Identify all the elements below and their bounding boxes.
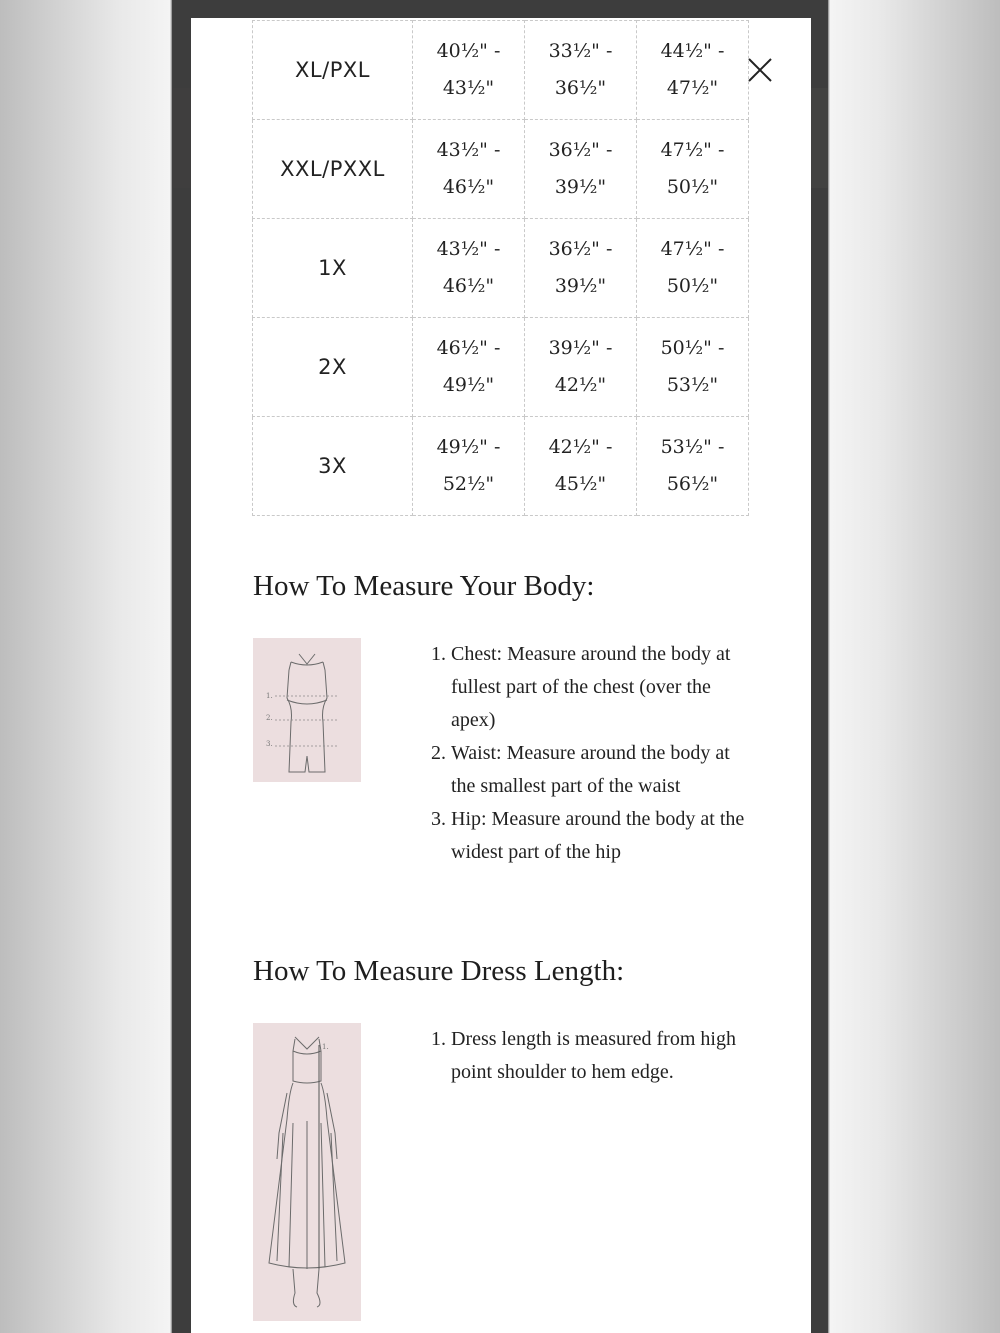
- waist-cell: 42½" - 45½": [525, 417, 637, 516]
- hip-cell: 50½" - 53½": [637, 318, 749, 417]
- table-row: [253, 417, 749, 516]
- table-row: [253, 318, 749, 417]
- size-chart-table: [252, 20, 749, 516]
- list-item: 1. Dress length is measured from high point shoulder to hem edge.: [451, 1023, 756, 1089]
- chest-cell: 46½" - 49½": [413, 318, 525, 417]
- table-row: [253, 21, 749, 120]
- diagram-label: 1.: [322, 1043, 329, 1051]
- dress-length-illustration: [253, 1023, 361, 1321]
- body-silhouette-icon: [253, 638, 361, 782]
- hip-cell: 47½" - 50½": [637, 120, 749, 219]
- waist-cell: 36½" - 39½": [525, 120, 637, 219]
- hip-cell: 47½" - 50½": [637, 219, 749, 318]
- table-row: [253, 219, 749, 318]
- measure-dress-title: How To Measure Dress Length:: [253, 955, 625, 987]
- hip-cell: 44½" - 47½": [637, 21, 749, 120]
- table-row: [253, 120, 749, 219]
- close-button[interactable]: [744, 54, 776, 86]
- waist-cell: 33½" - 36½": [525, 21, 637, 120]
- size-cell: XL/PXL: [253, 21, 413, 120]
- hip-cell: 53½" - 56½": [637, 417, 749, 516]
- size-cell: 1X: [253, 219, 413, 318]
- close-icon: [744, 54, 776, 86]
- list-item: 2. Waist: Measure around the body at the smallest part of the waist: [451, 737, 756, 803]
- size-cell: XXL/PXXL: [253, 120, 413, 219]
- measure-body-title: How To Measure Your Body:: [253, 570, 595, 602]
- waist-cell: 36½" - 39½": [525, 219, 637, 318]
- waist-cell: 39½" - 42½": [525, 318, 637, 417]
- measure-body-steps: [425, 638, 756, 869]
- chest-cell: 49½" - 52½": [413, 417, 525, 516]
- measure-dress-steps: [425, 1023, 756, 1089]
- chest-cell: 40½" - 43½": [413, 21, 525, 120]
- diagram-label: 2.: [266, 714, 273, 722]
- diagram-label: 1.: [266, 692, 273, 700]
- body-measurement-illustration: [253, 638, 361, 782]
- size-cell: 2X: [253, 318, 413, 417]
- diagram-label: 3.: [266, 740, 273, 748]
- list-item: 1. Chest: Measure around the body at fullest part of the chest (over the apex): [451, 638, 756, 737]
- list-item: 3. Hip: Measure around the body at the widest part of the hip: [451, 803, 756, 869]
- size-cell: 3X: [253, 417, 413, 516]
- dress-silhouette-icon: [253, 1023, 361, 1321]
- chest-cell: 43½" - 46½": [413, 219, 525, 318]
- chest-cell: 43½" - 46½": [413, 120, 525, 219]
